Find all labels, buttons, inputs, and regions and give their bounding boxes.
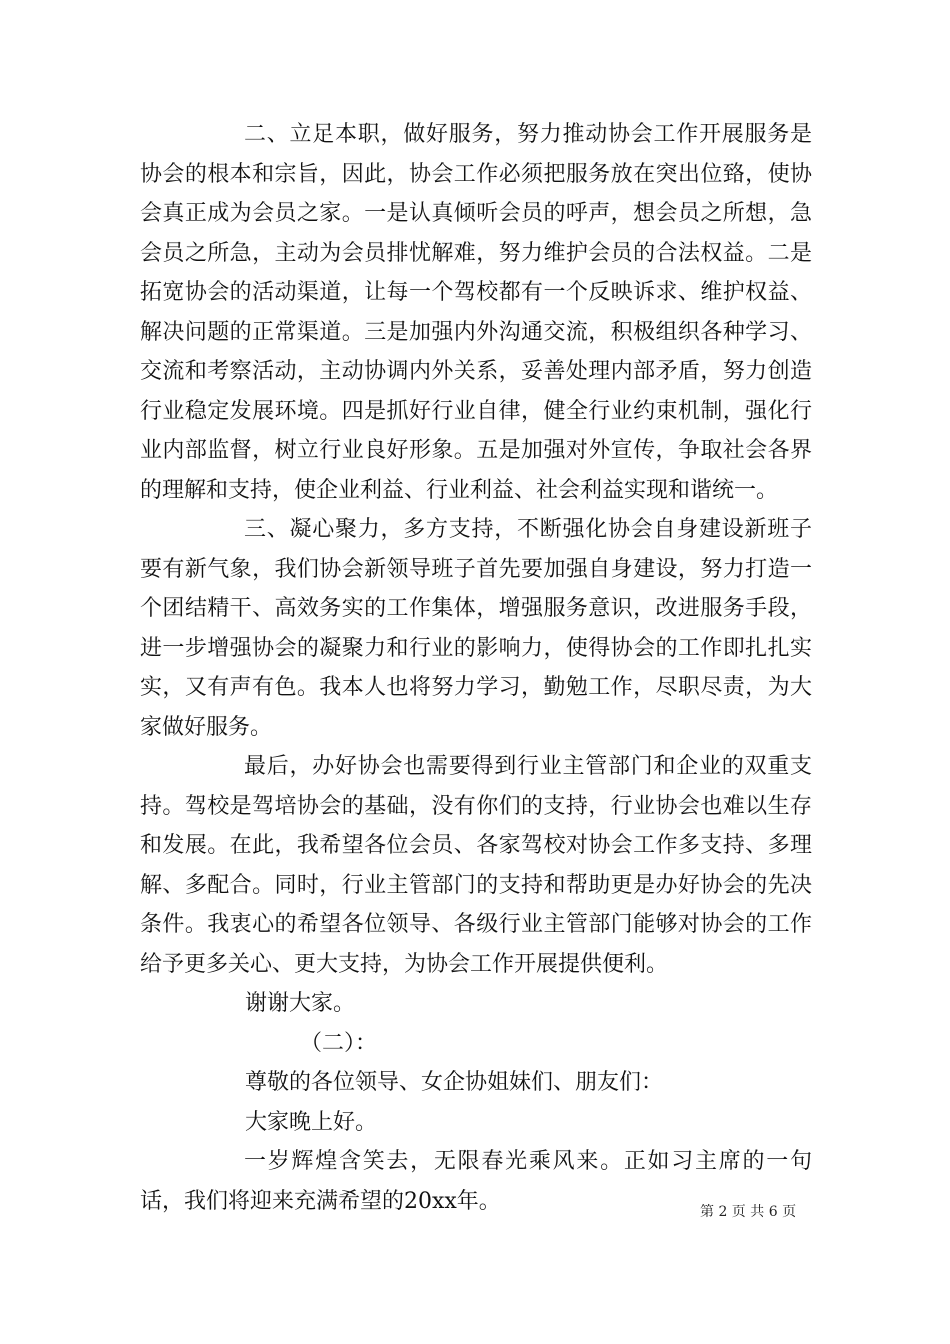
paragraph-thanks: 谢谢大家。 (245, 991, 356, 1016)
paragraph-section-three: 三、凝心聚力，多方支持，不断强化协会自身建设新班子要有新气象，我们协会新领导班子首先要加强自身建设，努力打造一个团结精干、高效务实的工作集体，增强服务意识，改进服务手段，进一步增强协会的凝聚力和行业的影响力，使得协会的工作即扎扎实实，又有声有色。我本人也将努力学习，勤勉工作，尽职尽责，为大家做好服务。 (140, 517, 812, 740)
paragraph-opening: 一岁辉煌含笑去，无限春光乘风来。正如习主席的一句话，我们将迎来充满希望的20xx年。 (140, 1149, 812, 1214)
paragraph-section-two: 二、立足本职，做好服务，努力推动协会工作开展服务是协会的根本和宗旨，因此，协会工作必须把服务放在突出位臵，使协会真正成为会员之家。一是认真倾听会员的呼声，想会员之所想，急会员之所急，主动为会员排忧解难，努力维护会员的合法权益。二是拓宽协会的活动渠道，让每一个驾校都有一个反映诉求、维护权益、解决问题的正常渠道。三是加强内外沟通交流，积极组织各种学习、交流和考察活动，主动协调内外关系，妥善处理内部矛盾，努力创造行业稳定发展环境。四是抓好行业自律，健全行业约束机制，强化行业内部监督，树立行业良好形象。五是加强对外宣传，争取社会各界的理解和支持，使企业利益、行业利益、社会利益实现和谐统一。 (140, 122, 812, 503)
paragraph-greeting: 大家晚上好。 (245, 1109, 378, 1135)
section-label: （二）： (300, 1030, 378, 1056)
document-body (140, 115, 812, 1221)
paragraph-salutation: 尊敬的各位领导、女企协姐妹们、朋友们： (245, 1070, 664, 1095)
page-footer: 第 2 页 共 6 页 (700, 1204, 797, 1220)
paragraph-closing: 最后，办好协会也需要得到行业主管部门和企业的双重支持。驾校是驾培协会的基础，没有你们的支持，行业协会也难以生存和发展。在此，我希望各位会员、各家驾校对协会工作多支持、多理解、多配合。同时，行业主管部门的支持和帮助更是办好协会的先决条件。我衷心的希望各位领导、各级行业主管部门能够对协会的工作给予更多关心、更大支持，为协会工作开展提供便利。 (140, 754, 812, 977)
